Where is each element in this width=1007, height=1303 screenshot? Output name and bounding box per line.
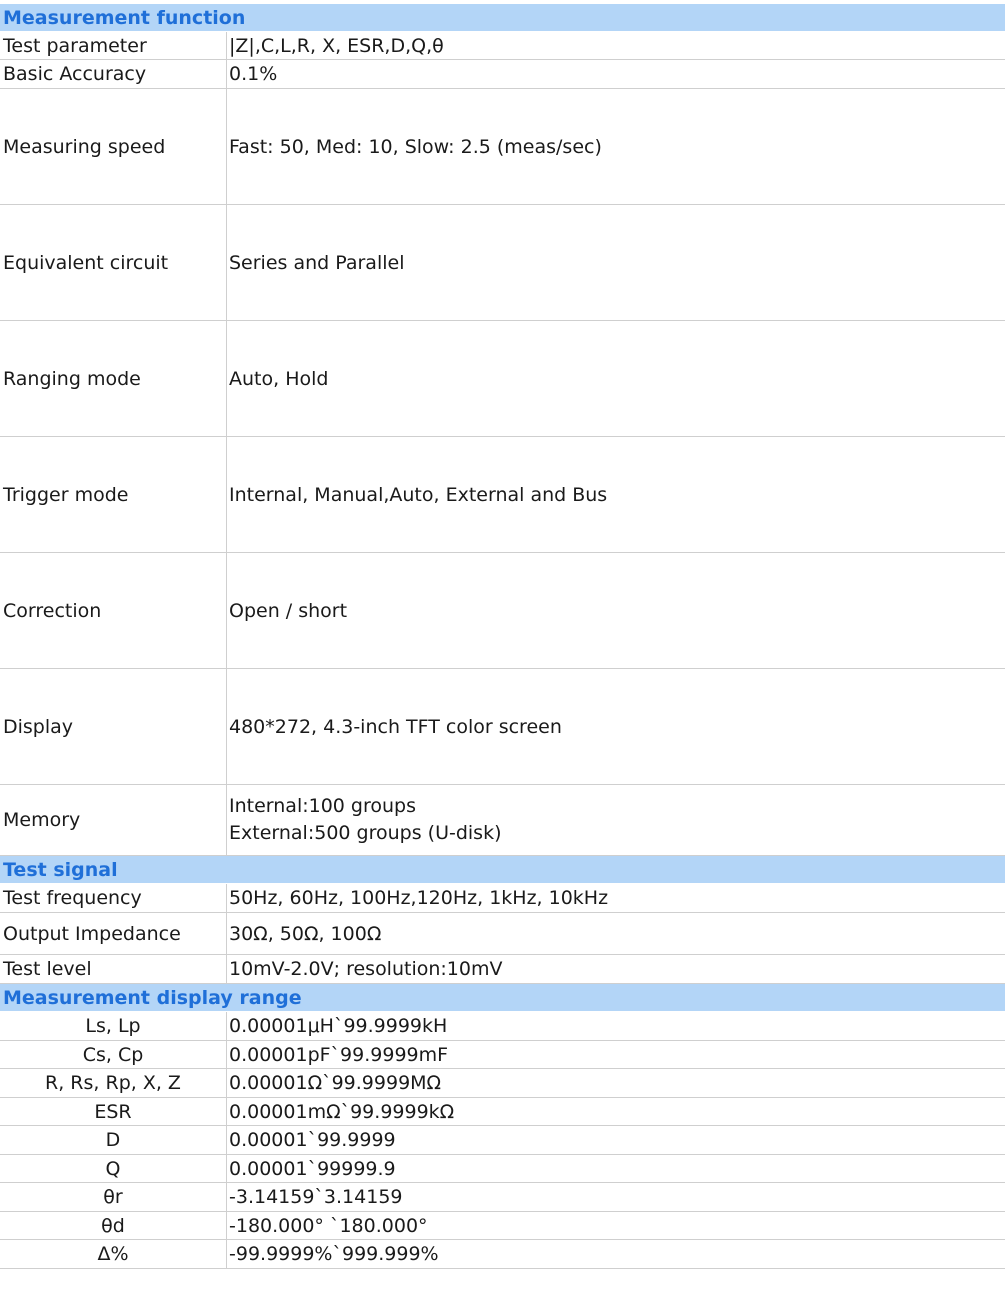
value-cell: 480*272, 4.3-inch TFT color screen bbox=[229, 715, 562, 738]
table-row-correction bbox=[0, 553, 1005, 669]
label-cell: Test frequency bbox=[0, 884, 227, 912]
table-row bbox=[0, 1069, 1005, 1098]
table-row bbox=[0, 1041, 1005, 1069]
value-line: External:500 groups (U-disk) bbox=[229, 822, 502, 844]
table-row bbox=[0, 1183, 1005, 1212]
label-cell: Trigger mode bbox=[0, 437, 227, 552]
label-cell: Output Impedance bbox=[0, 913, 227, 954]
value-line: Internal:100 groups bbox=[229, 795, 417, 817]
table-row-output-impedance bbox=[0, 913, 1005, 955]
value-cell: -99.9999%`999.999% bbox=[229, 1243, 439, 1265]
label-cell: R, Rs, Rp, X, Z bbox=[0, 1069, 227, 1097]
label-cell: Cs, Cp bbox=[0, 1041, 227, 1068]
table-row bbox=[0, 1212, 1005, 1240]
label-cell: D bbox=[0, 1126, 227, 1154]
value-cell: 0.00001`99999.9 bbox=[229, 1157, 396, 1180]
label-cell: Q bbox=[0, 1155, 227, 1182]
value-cell: 10mV-2.0V; resolution:10mV bbox=[229, 958, 503, 980]
label-cell: Display bbox=[0, 669, 227, 784]
label-cell: Test parameter bbox=[0, 32, 227, 59]
value-cell: 0.00001`99.9999 bbox=[229, 1129, 396, 1151]
label-cell: Δ% bbox=[0, 1240, 227, 1268]
value-cell: 0.1% bbox=[229, 63, 278, 85]
value-cell bbox=[227, 785, 1005, 855]
table-row-trigger-mode bbox=[0, 437, 1005, 553]
label-cell: Measuring speed bbox=[0, 89, 227, 204]
section-header-test-signal: Test signal bbox=[0, 856, 1005, 884]
value-cell: 0.00001pF`99.9999mF bbox=[229, 1043, 449, 1066]
table-row bbox=[0, 1240, 1005, 1269]
table-row bbox=[0, 1098, 1005, 1126]
table-row-ranging-mode bbox=[0, 321, 1005, 437]
label-cell: Test level bbox=[0, 955, 227, 983]
value-cell: -3.14159`3.14159 bbox=[229, 1186, 403, 1208]
label-cell: ESR bbox=[0, 1098, 227, 1125]
value-cell: Series and Parallel bbox=[229, 251, 405, 274]
table-row-display bbox=[0, 669, 1005, 785]
table-row-test-level bbox=[0, 955, 1005, 984]
label-cell: Ls, Lp bbox=[0, 1012, 227, 1040]
value-cell: |Z|,C,L,R, X, ESR,D,Q,θ bbox=[229, 34, 444, 57]
table-row-test-parameter bbox=[0, 32, 1005, 60]
label-cell: θr bbox=[0, 1183, 227, 1211]
table-row-measuring-speed bbox=[0, 89, 1005, 205]
table-row bbox=[0, 1012, 1005, 1041]
label-cell: θd bbox=[0, 1212, 227, 1239]
section-header-measurement-function: Measurement function bbox=[0, 4, 1005, 32]
value-cell: Auto, Hold bbox=[229, 367, 329, 390]
spec-table bbox=[0, 4, 1005, 1269]
value-cell: 0.00001Ω`99.9999MΩ bbox=[229, 1072, 442, 1094]
section-header-display-range: Measurement display range bbox=[0, 984, 1005, 1012]
value-cell: Fast: 50, Med: 10, Slow: 2.5 (meas/sec) bbox=[229, 135, 602, 158]
value-cell: Open / short bbox=[229, 599, 348, 622]
label-cell: Basic Accuracy bbox=[0, 60, 227, 88]
table-row-memory bbox=[0, 785, 1005, 856]
table-row-test-frequency bbox=[0, 884, 1005, 913]
table-row-basic-accuracy bbox=[0, 60, 1005, 89]
label-cell: Equivalent circuit bbox=[0, 205, 227, 320]
label-cell: Correction bbox=[0, 553, 227, 668]
value-cell: -180.000° `180.000° bbox=[229, 1214, 428, 1237]
label-cell: Ranging mode bbox=[0, 321, 227, 436]
table-row-equivalent-circuit bbox=[0, 205, 1005, 321]
label-cell: Memory bbox=[0, 785, 227, 855]
value-cell: 0.00001μH`99.9999kH bbox=[229, 1015, 448, 1037]
value-cell: 0.00001mΩ`99.9999kΩ bbox=[229, 1100, 455, 1123]
table-row bbox=[0, 1126, 1005, 1155]
table-row bbox=[0, 1155, 1005, 1183]
value-cell: 30Ω, 50Ω, 100Ω bbox=[229, 922, 382, 945]
value-cell: Internal, Manual,Auto, External and Bus bbox=[229, 483, 608, 506]
value-cell: 50Hz, 60Hz, 100Hz,120Hz, 1kHz, 10kHz bbox=[229, 887, 609, 909]
